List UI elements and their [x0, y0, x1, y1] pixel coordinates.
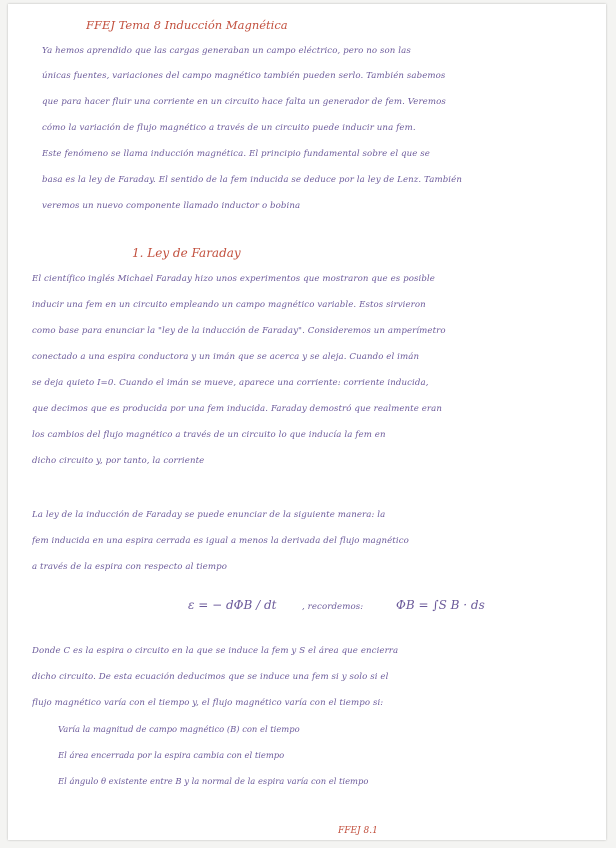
- intro-line: basa es la ley de Faraday. El sentido de la fem inducida se deduce por la ley de Lenz. También: [42, 175, 462, 185]
- intro-line: únicas fuentes, variaciones del campo magnético también pueden serlo. También sabemos: [42, 71, 446, 81]
- flux-formula: ΦB = ∫S B · ds: [396, 598, 485, 612]
- formula-connector: , recordemos:: [302, 602, 364, 612]
- faraday-line: como base para enunciar la "ley de la inducción de Faraday". Consideremos un amperímetro: [32, 326, 446, 336]
- section-heading: 1. Ley de Faraday: [132, 246, 241, 260]
- condition-item: El área encerrada por la espira cambia con el tiempo: [58, 750, 285, 760]
- faraday-line: se deja quieto I=0. Cuando el imán se mueve, aparece una corriente: corriente inducida,: [32, 378, 429, 388]
- faraday-line: conectado a una espira conductora y un imán que se acerca y se aleja. Cuando el imán: [32, 352, 420, 362]
- intro-line: que para hacer fluir una corriente en un circuito hace falta un generador de fem. Veremos: [42, 97, 446, 107]
- faraday-line: dicho circuito y, por tanto, la corriente: [32, 456, 205, 466]
- faraday-line: El científico inglés Michael Faraday hizo unos experimentos que mostraron que es posible: [32, 274, 435, 284]
- law-line: La ley de la inducción de Faraday se puede enunciar de la siguiente manera: la: [32, 510, 386, 520]
- law-line: fem inducida en una espira cerrada es igual a menos la derivada del flujo magnético: [32, 536, 409, 546]
- page-title: FFEJ Tema 8 Inducción Magnética: [86, 18, 288, 32]
- faraday-line: los cambios del flujo magnético a través de un circuito lo que inducía la fem en: [32, 430, 386, 440]
- explanation-line: flujo magnético varía con el tiempo y, el flujo magnético varía con el tiempo si:: [32, 698, 384, 708]
- explanation-line: Donde C es la espira o circuito en la que se induce la fem y S el área que encierra: [32, 646, 399, 656]
- law-line: a través de la espira con respecto al tiempo: [32, 562, 227, 572]
- explanation-line: dicho circuito. De esta ecuación deducimos que se induce una fem si y solo si el: [32, 672, 389, 682]
- intro-line: cómo la variación de flujo magnético a través de un circuito puede inducir una fem.: [42, 123, 416, 133]
- condition-item: Varía la magnitud de campo magnético (B) con el tiempo: [58, 724, 300, 734]
- faraday-line: inducir una fem en un circuito empleando un campo magnético variable. Estos sirvieron: [32, 300, 426, 310]
- faraday-line: que decimos que es producida por una fem inducida. Faraday demostró que realmente eran: [32, 404, 442, 414]
- condition-item: El ángulo θ existente entre B y la normal de la espira varía con el tiempo: [58, 776, 369, 786]
- intro-line: Ya hemos aprendido que las cargas generaban un campo eléctrico, pero no son las: [42, 46, 411, 56]
- intro-line: Este fenómeno se llama inducción magnética. El principio fundamental sobre el que se: [42, 149, 430, 159]
- page-footer: FFEJ 8.1: [338, 826, 378, 836]
- notebook-page: [8, 4, 606, 840]
- intro-line: veremos un nuevo componente llamado inductor o bobina: [42, 201, 301, 211]
- faraday-formula: ε = − dΦB / dt: [188, 598, 277, 612]
